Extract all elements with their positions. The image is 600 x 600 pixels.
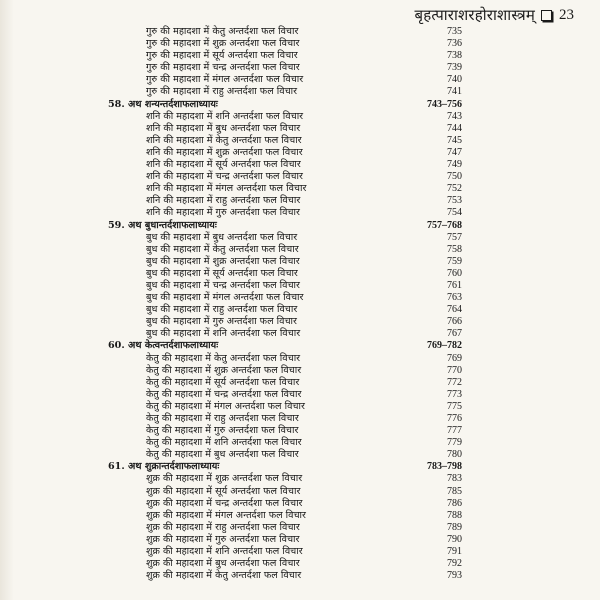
entry-text: गुरु की महादशा में चन्द्र अन्तर्दशा फल विचार	[146, 62, 300, 74]
entry-title	[146, 232, 297, 244]
toc-entry	[0, 74, 600, 86]
entry-page-number: 752	[447, 183, 462, 195]
toc-entry	[0, 413, 600, 425]
toc-entry	[0, 123, 600, 135]
toc-entry	[0, 195, 600, 207]
toc-entry	[0, 292, 600, 304]
entry-text: अथ केत्वन्तर्दशाफलाध्यायः	[128, 340, 219, 352]
entry-title	[146, 534, 299, 546]
toc-entry	[0, 498, 600, 510]
entry-text: शुक्र की महादशा में मंगल अन्तर्दशा फल विचार	[146, 509, 306, 521]
toc-entry	[0, 437, 600, 449]
entry-text: बुध की महादशा में शुक्र अन्तर्दशा फल विचार	[146, 255, 300, 267]
entry-text: अथ शन्यन्तर्दशाफलाध्यायः	[128, 98, 218, 110]
toc-entry	[0, 183, 600, 195]
chapter-heading	[0, 220, 600, 232]
entry-text: बुध की महादशा में केतु अन्तर्दशा फल विचार	[146, 243, 299, 255]
chapter-number: 59.	[108, 219, 125, 231]
entry-page-number: 760	[447, 267, 462, 279]
entry-title	[146, 123, 300, 135]
toc-entry	[0, 401, 600, 413]
entry-text: शनि की महादशा में सूर्य अन्तर्दशा फल विचार	[146, 159, 301, 171]
toc-entry	[0, 328, 600, 340]
chapter-title	[108, 99, 218, 111]
entry-title	[146, 86, 297, 98]
entry-page-number: 745	[447, 134, 462, 146]
toc-entry	[0, 171, 600, 183]
entry-text: केतु की महादशा में बुध अन्तर्दशा फल विचार	[146, 449, 299, 461]
entry-page-number: 793	[447, 570, 462, 582]
entry-page-number: 743	[447, 110, 462, 122]
entry-title	[146, 74, 303, 86]
entry-page-number: 775	[447, 400, 462, 412]
entry-text: केतु की महादशा में शनि अन्तर्दशा फल विचार	[146, 437, 302, 449]
entry-text: बुध की महादशा में सूर्य अन्तर्दशा फल विचार	[146, 267, 298, 279]
entry-title	[146, 425, 298, 437]
entry-page-number: 792	[447, 558, 462, 570]
toc-entry	[0, 26, 600, 38]
entry-text: गुरु की महादशा में शुक्र अन्तर्दशा फल विचार	[146, 38, 300, 50]
chapter-page-range: 743–756	[427, 98, 462, 110]
toc-entry	[0, 50, 600, 62]
entry-text: बुध की महादशा में बुध अन्तर्दशा फल विचार	[146, 231, 298, 243]
entry-page-number: 738	[447, 50, 462, 62]
entry-title	[146, 62, 300, 74]
toc-entry	[0, 256, 600, 268]
entry-title	[146, 353, 300, 365]
entry-text: शुक्र की महादशा में शनि अन्तर्दशा फल विचार	[146, 546, 303, 558]
entry-title	[146, 473, 302, 485]
toc-entry	[0, 111, 600, 123]
entry-page-number: 785	[447, 485, 462, 497]
toc-entry	[0, 316, 600, 328]
entry-text: अथ शुक्रान्तर्दशाफलाध्यायः	[128, 461, 220, 473]
entry-text: शुक्र की महादशा में बुध अन्तर्दशा फल विचार	[146, 558, 300, 570]
entry-page-number: 749	[447, 159, 462, 171]
square-box-icon	[541, 10, 552, 21]
entry-page-number: 744	[447, 122, 462, 134]
toc-entry	[0, 38, 600, 50]
toc-entry	[0, 510, 600, 522]
entry-page-number: 735	[447, 26, 462, 37]
entry-text: बुध की महादशा में राहु अन्तर्दशा फल विचार	[146, 304, 298, 316]
entry-page-number: 790	[447, 533, 462, 545]
toc-entry	[0, 449, 600, 461]
entry-text: शनि की महादशा में शनि अन्तर्दशा फल विचार	[146, 110, 304, 122]
entry-page-number: 769	[447, 352, 462, 364]
entry-title	[146, 292, 303, 304]
entry-title	[146, 304, 297, 316]
chapter-title	[108, 340, 218, 352]
table-of-contents	[0, 26, 600, 582]
entry-text: बुध की महादशा में मंगल अन्तर्दशा फल विचार	[146, 292, 304, 304]
entry-page-number: 739	[447, 62, 462, 74]
chapter-number: 61.	[108, 461, 125, 473]
chapter-heading	[0, 340, 600, 352]
entry-title	[146, 558, 300, 570]
entry-page-number: 783	[447, 473, 462, 485]
entry-text: बुध की महादशा में चन्द्र अन्तर्दशा फल विचार	[146, 279, 300, 291]
entry-title	[146, 183, 306, 195]
toc-entry	[0, 135, 600, 147]
entry-text: केतु की महादशा में चन्द्र अन्तर्दशा फल विचार	[146, 388, 302, 400]
entry-page-number: 776	[447, 413, 462, 424]
entry-text: गुरु की महादशा में राहु अन्तर्दशा फल विचार	[146, 86, 298, 98]
entry-title	[146, 159, 301, 171]
chapter-number: 60.	[108, 340, 125, 352]
entry-text: शुक्र की महादशा में सूर्य अन्तर्दशा फल विचार	[146, 485, 301, 497]
toc-entry	[0, 570, 600, 582]
entry-text: शुक्र की महादशा में केतु अन्तर्दशा फल विचार	[146, 570, 302, 582]
entry-page-number: 741	[447, 86, 462, 98]
entry-title	[146, 522, 300, 534]
entry-text: गुरु की महादशा में मंगल अन्तर्दशा फल विचार	[146, 74, 304, 86]
entry-title	[146, 147, 303, 159]
toc-entry	[0, 486, 600, 498]
entry-text: शनि की महादशा में बुध अन्तर्दशा फल विचार	[146, 122, 301, 134]
entry-title	[146, 389, 301, 401]
entry-title	[146, 26, 298, 38]
chapter-page-range: 783–798	[427, 461, 462, 473]
entry-page-number: 773	[447, 388, 462, 400]
entry-page-number: 791	[447, 546, 462, 558]
entry-page-number: 779	[447, 437, 462, 449]
entry-text: शनि की महादशा में चन्द्र अन्तर्दशा फल विचार	[146, 171, 303, 183]
entry-title	[146, 256, 300, 268]
entry-title	[146, 570, 301, 582]
entry-text: केतु की महादशा में शुक्र अन्तर्दशा फल विचार	[146, 364, 302, 376]
entry-page-number: 763	[447, 292, 462, 304]
entry-text: शनि की महादशा में मंगल अन्तर्दशा फल विचार	[146, 183, 307, 195]
entry-text: शुक्र की महादशा में राहु अन्तर्दशा फल विचार	[146, 521, 300, 533]
toc-entry	[0, 522, 600, 534]
entry-page-number: 786	[447, 497, 462, 509]
entry-page-number: 780	[447, 449, 462, 461]
entry-text: केतु की महादशा में सूर्य अन्तर्दशा फल विचार	[146, 376, 300, 388]
entry-text: शनि की महादशा में गुरु अन्तर्दशा फल विचार	[146, 207, 300, 219]
entry-text: शुक्र की महादशा में गुरु अन्तर्दशा फल विचार	[146, 533, 300, 545]
toc-entry	[0, 558, 600, 570]
entry-page-number: 777	[447, 425, 462, 437]
entry-page-number: 740	[447, 74, 462, 86]
entry-page-number: 750	[447, 171, 462, 183]
entry-title	[146, 195, 300, 207]
book-title: बृहत्पाराशरहोराशास्त्रम्	[414, 6, 535, 24]
toc-entry	[0, 389, 600, 401]
entry-title	[146, 244, 299, 256]
entry-text: गुरु की महादशा में सूर्य अन्तर्दशा फल विचार	[146, 50, 298, 62]
entry-title	[146, 377, 299, 389]
entry-text: गुरु की महादशा में केतु अन्तर्दशा फल विचार	[146, 26, 299, 37]
entry-page-number: 772	[447, 376, 462, 388]
entry-page-number: 770	[447, 364, 462, 376]
entry-page-number: 766	[447, 316, 462, 328]
entry-page-number: 758	[447, 243, 462, 255]
chapter-heading	[0, 99, 600, 111]
running-header	[300, 4, 574, 26]
toc-entry	[0, 304, 600, 316]
toc-entry	[0, 534, 600, 546]
toc-entry	[0, 244, 600, 256]
entry-title	[146, 413, 299, 425]
entry-page-number: 754	[447, 207, 462, 219]
entry-page-number: 789	[447, 521, 462, 533]
entry-title	[146, 437, 302, 449]
entry-title	[146, 365, 301, 377]
entry-page-number: 736	[447, 38, 462, 50]
entry-text: शुक्र की महादशा में चन्द्र अन्तर्दशा फल विचार	[146, 497, 303, 509]
toc-entry	[0, 425, 600, 437]
toc-entry	[0, 353, 600, 365]
toc-entry	[0, 62, 600, 74]
entry-text: शुक्र की महादशा में शुक्र अन्तर्दशा फल विचार	[146, 473, 303, 485]
toc-entry	[0, 207, 600, 219]
page-number: 23	[559, 6, 574, 23]
entry-title	[146, 268, 298, 280]
chapter-number: 58.	[108, 98, 125, 110]
entry-text: बुध की महादशा में गुरु अन्तर्दशा फल विचार	[146, 316, 297, 328]
entry-text: अथ बुधान्तर्दशाफलाध्यायः	[128, 219, 217, 231]
entry-text: बुध की महादशा में शनि अन्तर्दशा फल विचार	[146, 328, 301, 340]
entry-title	[146, 111, 303, 123]
entry-text: शनि की महादशा में शुक्र अन्तर्दशा फल विचार	[146, 146, 303, 158]
toc-entry	[0, 86, 600, 98]
entry-title	[146, 498, 302, 510]
chapter-title	[108, 220, 217, 232]
toc-entry	[0, 546, 600, 558]
toc-entry	[0, 268, 600, 280]
entry-page-number: 759	[447, 255, 462, 267]
chapter-page-range: 769–782	[427, 340, 462, 352]
toc-entry	[0, 232, 600, 244]
toc-entry	[0, 365, 600, 377]
entry-page-number: 757	[447, 231, 462, 243]
entry-page-number: 788	[447, 509, 462, 521]
toc-entry	[0, 159, 600, 171]
entry-text: शनि की महादशा में राहु अन्तर्दशा फल विचार	[146, 195, 301, 207]
toc-entry	[0, 473, 600, 485]
entry-title	[146, 401, 305, 413]
entry-text: केतु की महादशा में राहु अन्तर्दशा फल विचार	[146, 413, 299, 424]
entry-page-number: 761	[447, 279, 462, 291]
entry-text: केतु की महादशा में मंगल अन्तर्दशा फल विचार	[146, 400, 305, 412]
entry-title	[146, 135, 302, 147]
entry-title	[146, 510, 306, 522]
toc-entry	[0, 280, 600, 292]
toc-entry	[0, 147, 600, 159]
entry-title	[146, 316, 297, 328]
entry-title	[146, 449, 299, 461]
entry-text: केतु की महादशा में गुरु अन्तर्दशा फल विचार	[146, 425, 299, 437]
entry-text: केतु की महादशा में केतु अन्तर्दशा फल विचार	[146, 352, 301, 364]
entry-page-number: 764	[447, 304, 462, 316]
chapter-title	[108, 461, 219, 473]
entry-title	[146, 328, 300, 340]
entry-title	[146, 546, 303, 558]
toc-entry	[0, 377, 600, 389]
entry-title	[146, 280, 300, 292]
entry-text: शनि की महादशा में केतु अन्तर्दशा फल विचार	[146, 134, 302, 146]
entry-title	[146, 171, 303, 183]
entry-title	[146, 38, 299, 50]
entry-page-number: 767	[447, 328, 462, 340]
chapter-page-range: 757–768	[427, 219, 462, 231]
chapter-heading	[0, 461, 600, 473]
entry-title	[146, 207, 300, 219]
entry-page-number: 753	[447, 195, 462, 207]
entry-title	[146, 50, 298, 62]
entry-page-number: 747	[447, 146, 462, 158]
entry-title	[146, 486, 300, 498]
